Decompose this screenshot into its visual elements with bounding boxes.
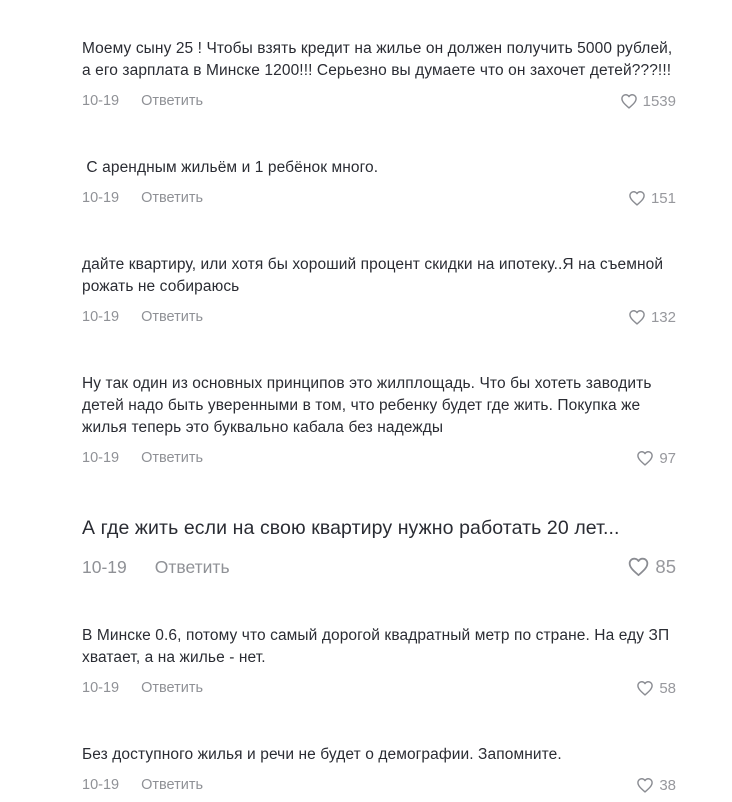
comment-meta bbox=[82, 188, 676, 208]
heart-icon bbox=[635, 678, 655, 698]
reply-button[interactable]: Ответить bbox=[141, 680, 204, 696]
comment-meta bbox=[82, 678, 676, 698]
heart-icon bbox=[619, 91, 639, 111]
like-button[interactable] bbox=[626, 554, 676, 579]
comment-text: В Минске 0.6, потому что самый дорогой квадратный метр по стране. На еду ЗП хватает, а на жилье - нет. bbox=[82, 627, 674, 666]
comment-text: С арендным жильём и 1 ребёнок много. bbox=[82, 159, 379, 176]
comment-text: Ну так один из основных принципов это жилплощадь. Что бы хотеть заводить детей надо быть уверенными в том, что ребенку будет где жить. Покупка же жилья теперь это буквально кабала без надежды bbox=[82, 375, 656, 436]
comment-date: 10-19 bbox=[82, 190, 120, 206]
like-count: 132 bbox=[650, 308, 676, 326]
comment-date: 10-19 bbox=[82, 309, 120, 325]
heart-icon bbox=[626, 554, 651, 579]
comment bbox=[82, 38, 676, 111]
comment bbox=[82, 157, 676, 208]
comment-date: 10-19 bbox=[82, 450, 120, 466]
reply-button[interactable]: Ответить bbox=[141, 93, 204, 109]
like-count: 151 bbox=[650, 189, 676, 207]
like-button[interactable] bbox=[619, 91, 676, 111]
comment-meta bbox=[82, 307, 676, 327]
comment-date: 10-19 bbox=[82, 93, 120, 109]
comment-date: 10-19 bbox=[82, 556, 127, 577]
like-count: 85 bbox=[655, 555, 676, 577]
comment bbox=[82, 514, 676, 579]
like-button[interactable] bbox=[635, 775, 676, 795]
comment bbox=[82, 744, 676, 795]
comment-meta bbox=[82, 554, 676, 579]
comment-text: Без доступного жилья и речи не будет о демографии. Запомните. bbox=[82, 746, 562, 763]
comment-meta bbox=[82, 91, 676, 111]
like-button[interactable] bbox=[635, 448, 676, 468]
heart-icon bbox=[627, 307, 647, 327]
reply-button[interactable]: Ответить bbox=[141, 777, 204, 793]
comment bbox=[82, 373, 676, 468]
comment-text: А где жить если на свою квартиру нужно работать 20 лет... bbox=[82, 517, 620, 539]
reply-button[interactable]: Ответить bbox=[141, 190, 204, 206]
like-count: 58 bbox=[659, 679, 676, 697]
comment-meta bbox=[82, 775, 676, 795]
comment-date: 10-19 bbox=[82, 680, 120, 696]
comment-date: 10-19 bbox=[82, 777, 120, 793]
like-count: 97 bbox=[659, 449, 676, 467]
comment-meta bbox=[82, 448, 676, 468]
heart-icon bbox=[635, 448, 655, 468]
reply-button[interactable]: Ответить bbox=[141, 450, 204, 466]
like-button[interactable] bbox=[627, 188, 676, 208]
like-button[interactable] bbox=[627, 307, 676, 327]
heart-icon bbox=[627, 188, 647, 208]
comment-text: дайте квартиру, или хотя бы хороший процент скидки на ипотеку..Я на съемной рожать не собираюсь bbox=[82, 256, 668, 295]
like-count: 1539 bbox=[642, 92, 676, 110]
like-count: 38 bbox=[659, 776, 676, 794]
reply-button[interactable]: Ответить bbox=[141, 309, 204, 325]
like-button[interactable] bbox=[635, 678, 676, 698]
reply-button[interactable]: Ответить bbox=[154, 556, 230, 577]
comment-text: Моему сыну 25 ! Чтобы взять кредит на жилье он должен получить 5000 рублей, а его зарплата в Минске 1200!!! Серьезно вы думаете что он захочет детей???!!! bbox=[82, 40, 677, 79]
heart-icon bbox=[635, 775, 655, 795]
comment bbox=[82, 625, 676, 698]
comment bbox=[82, 254, 676, 327]
